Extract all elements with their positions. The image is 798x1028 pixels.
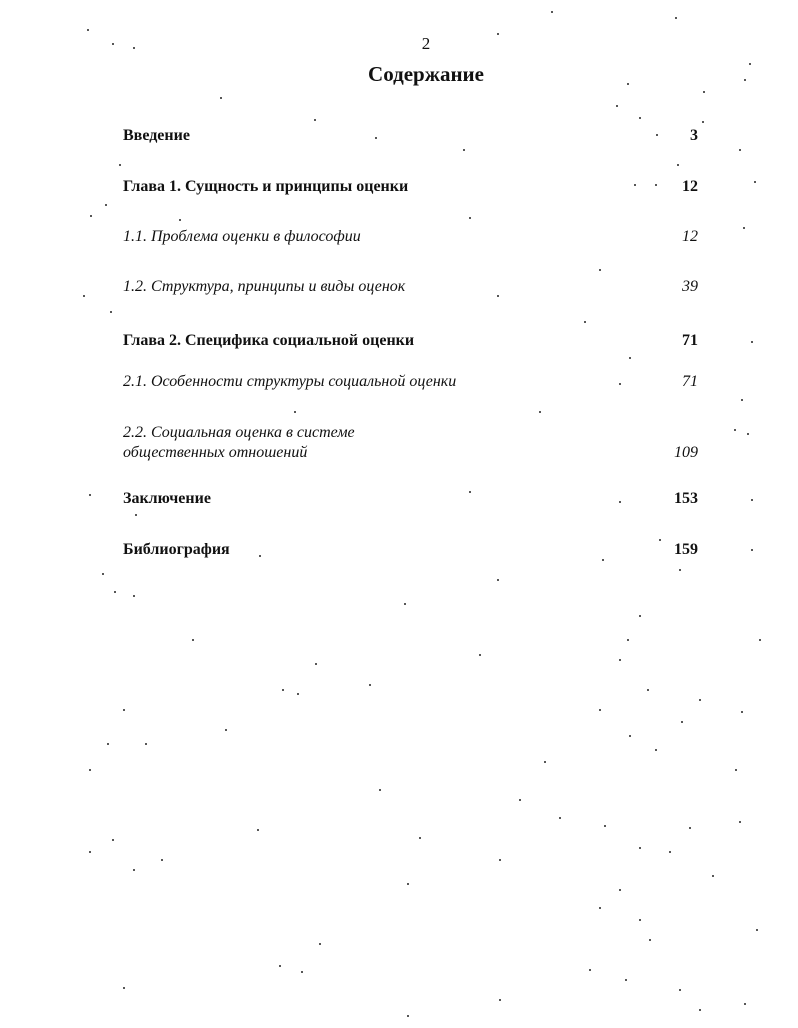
toc-entry-label: Глава 1. Сущность и принципы оценки xyxy=(123,178,409,195)
toc-entry-label: Заключение xyxy=(123,490,211,507)
page-number: 2 xyxy=(421,34,431,53)
toc-entry-conclusion[interactable] xyxy=(123,489,698,509)
toc-entry-section-1-1[interactable] xyxy=(123,227,698,247)
toc-entry-page: 3 xyxy=(690,127,698,144)
toc-entry-introduction[interactable] xyxy=(123,126,698,146)
toc-entry-page: 109 xyxy=(674,444,698,461)
toc-entry-bibliography[interactable] xyxy=(123,540,698,560)
toc-entry-page: 12 xyxy=(682,228,698,245)
toc-entry-page: 159 xyxy=(674,541,698,558)
toc-entry-section-1-2[interactable] xyxy=(123,277,698,297)
toc-entry-page: 71 xyxy=(682,332,698,349)
toc-entry-label: 1.2. Структура, принципы и виды оценок xyxy=(123,278,406,295)
page-title: Содержание xyxy=(368,62,484,86)
toc-entry-section-2-1[interactable] xyxy=(123,372,698,392)
toc-entry-label: Введение xyxy=(123,127,190,144)
toc-entry-section-2-2[interactable] xyxy=(123,423,698,463)
toc-entry-label: 2.2. Социальная оценка в системе общественных отношений xyxy=(123,424,355,461)
toc-entry-label: 2.1. Особенности структуры социальной оценки xyxy=(123,373,457,390)
toc-entry-label: Глава 2. Специфика социальной оценки xyxy=(123,332,415,349)
toc-entry-chapter-2[interactable] xyxy=(123,331,698,351)
toc-entry-label: 1.1. Проблема оценки в философии xyxy=(123,228,361,245)
toc-entry-page: 39 xyxy=(682,278,698,295)
toc-entry-chapter-1[interactable] xyxy=(123,177,698,197)
toc-entry-page: 153 xyxy=(674,490,698,507)
toc-entry-page: 12 xyxy=(682,178,698,195)
toc-entry-label: Библиография xyxy=(123,541,230,558)
toc-entry-page: 71 xyxy=(682,373,698,390)
